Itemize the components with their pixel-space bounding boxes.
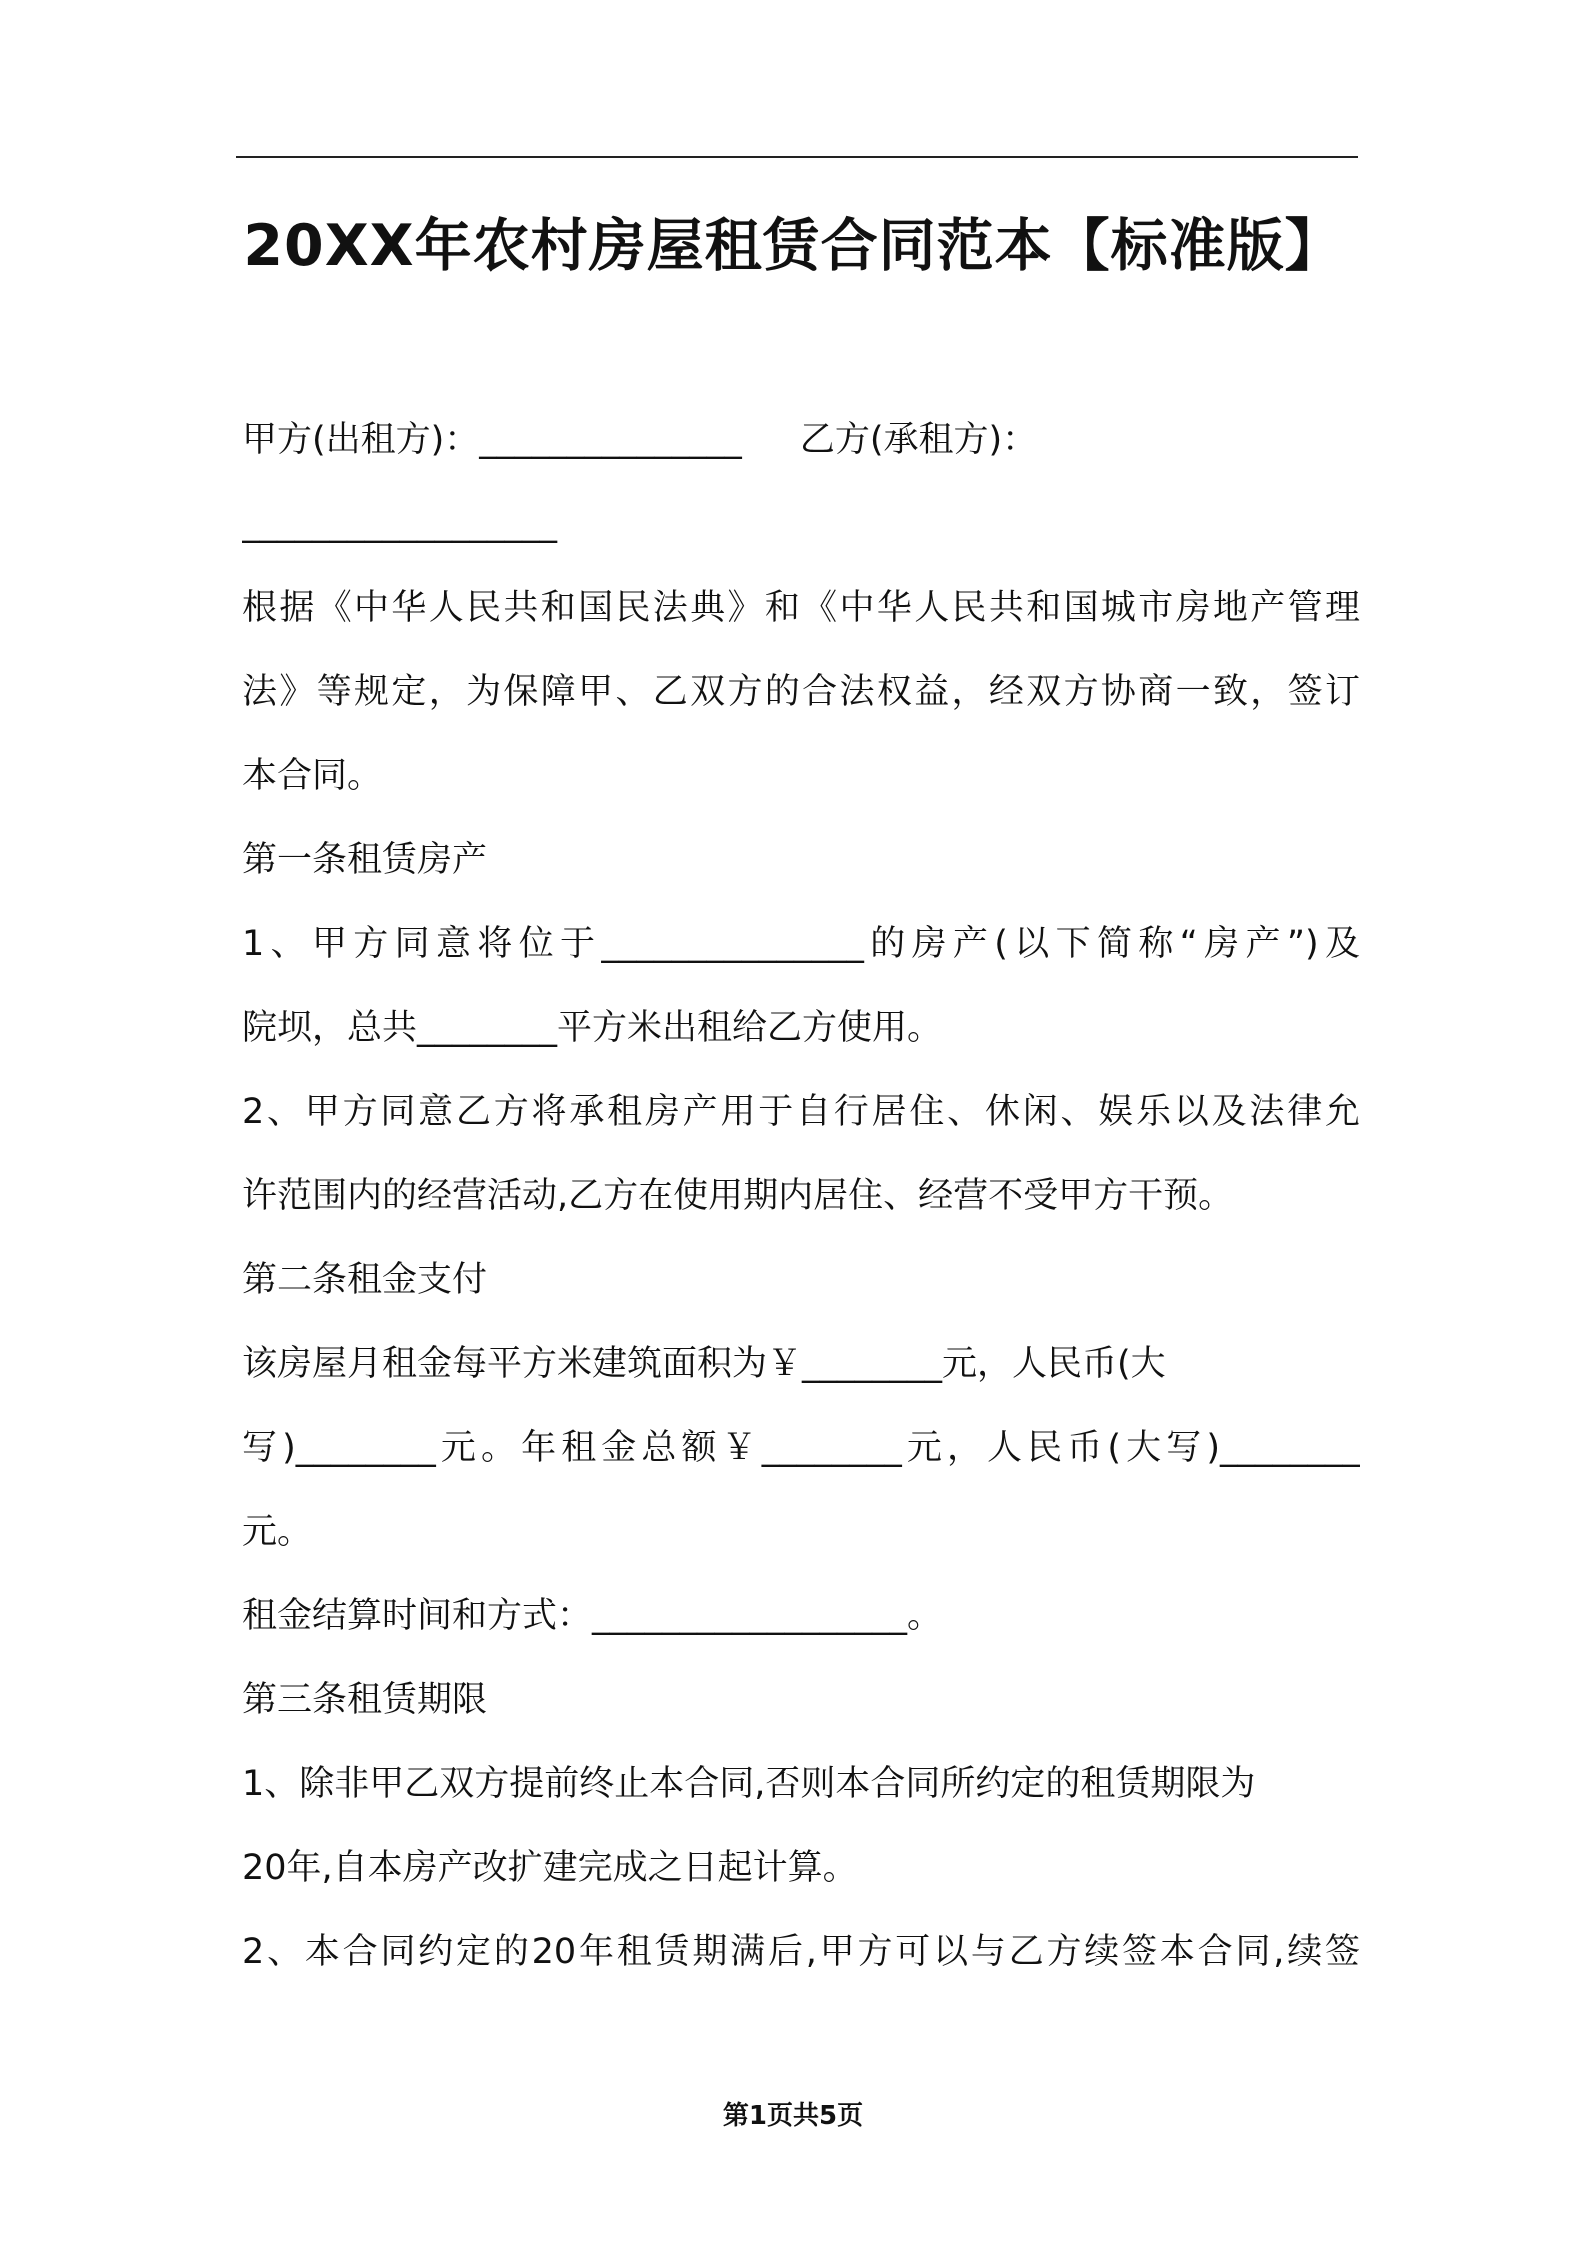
party-a-field: 甲方(出租方)：_______________ (242, 420, 742, 460)
paragraph-line: 租金结算时间和方式：__________________。 (242, 1596, 943, 1636)
paragraph-line: 该房屋月租金每平方米建筑面积为￥________元，人民币(大 (242, 1344, 1166, 1384)
section-heading: 第二条租金支付 (242, 1260, 488, 1300)
paragraph-line: 2、本合同约定的20年租赁期满后,甲方可以与乙方续签本合同,续签 (242, 1932, 1360, 1972)
party-b-blank-line: __________________ (242, 504, 557, 544)
section-heading: 第一条租赁房产 (242, 840, 488, 880)
paragraph-line: 许范围内的经营活动,乙方在使用期内居住、经营不受甲方干预。 (242, 1176, 1234, 1216)
header-rule (236, 156, 1358, 158)
paragraph-line: 2、甲方同意乙方将承租房产用于自行居住、休闲、娱乐以及法律允 (242, 1092, 1360, 1132)
paragraph-line: 院坝，总共________平方米出租给乙方使用。 (242, 1008, 943, 1048)
paragraph-line: 法》等规定，为保障甲、乙双方的合法权益，经双方协商一致，签订 (242, 672, 1360, 712)
parties-line (242, 398, 1360, 482)
party-b-field: 乙方(承租方)： (799, 420, 1038, 460)
paragraph-line: 1、除非甲乙双方提前终止本合同,否则本合同所约定的租赁期限为 (242, 1764, 1256, 1804)
document-body (242, 398, 1360, 1994)
paragraph-line: 20年,自本房产改扩建完成之日起计算。 (242, 1848, 858, 1888)
paragraph-line: 元。 (242, 1512, 313, 1552)
section-heading: 第三条租赁期限 (242, 1680, 488, 1720)
page-number: 第1页共5页 (722, 2101, 864, 2131)
paragraph-line: 本合同。 (242, 756, 383, 796)
paragraph-line: 1、甲方同意将位于_______________的房产(以下简称“房产”)及 (242, 924, 1360, 964)
paragraph-line: 根据《中华人民共和国民法典》和《中华人民共和国城市房地产管理 (242, 588, 1360, 628)
document-title: 20XX年农村房屋租赁合同范本【标准版】 (243, 213, 1343, 279)
paragraph-line: 写)________元。年租金总额￥________元，人民币(大写)________ (242, 1428, 1360, 1468)
